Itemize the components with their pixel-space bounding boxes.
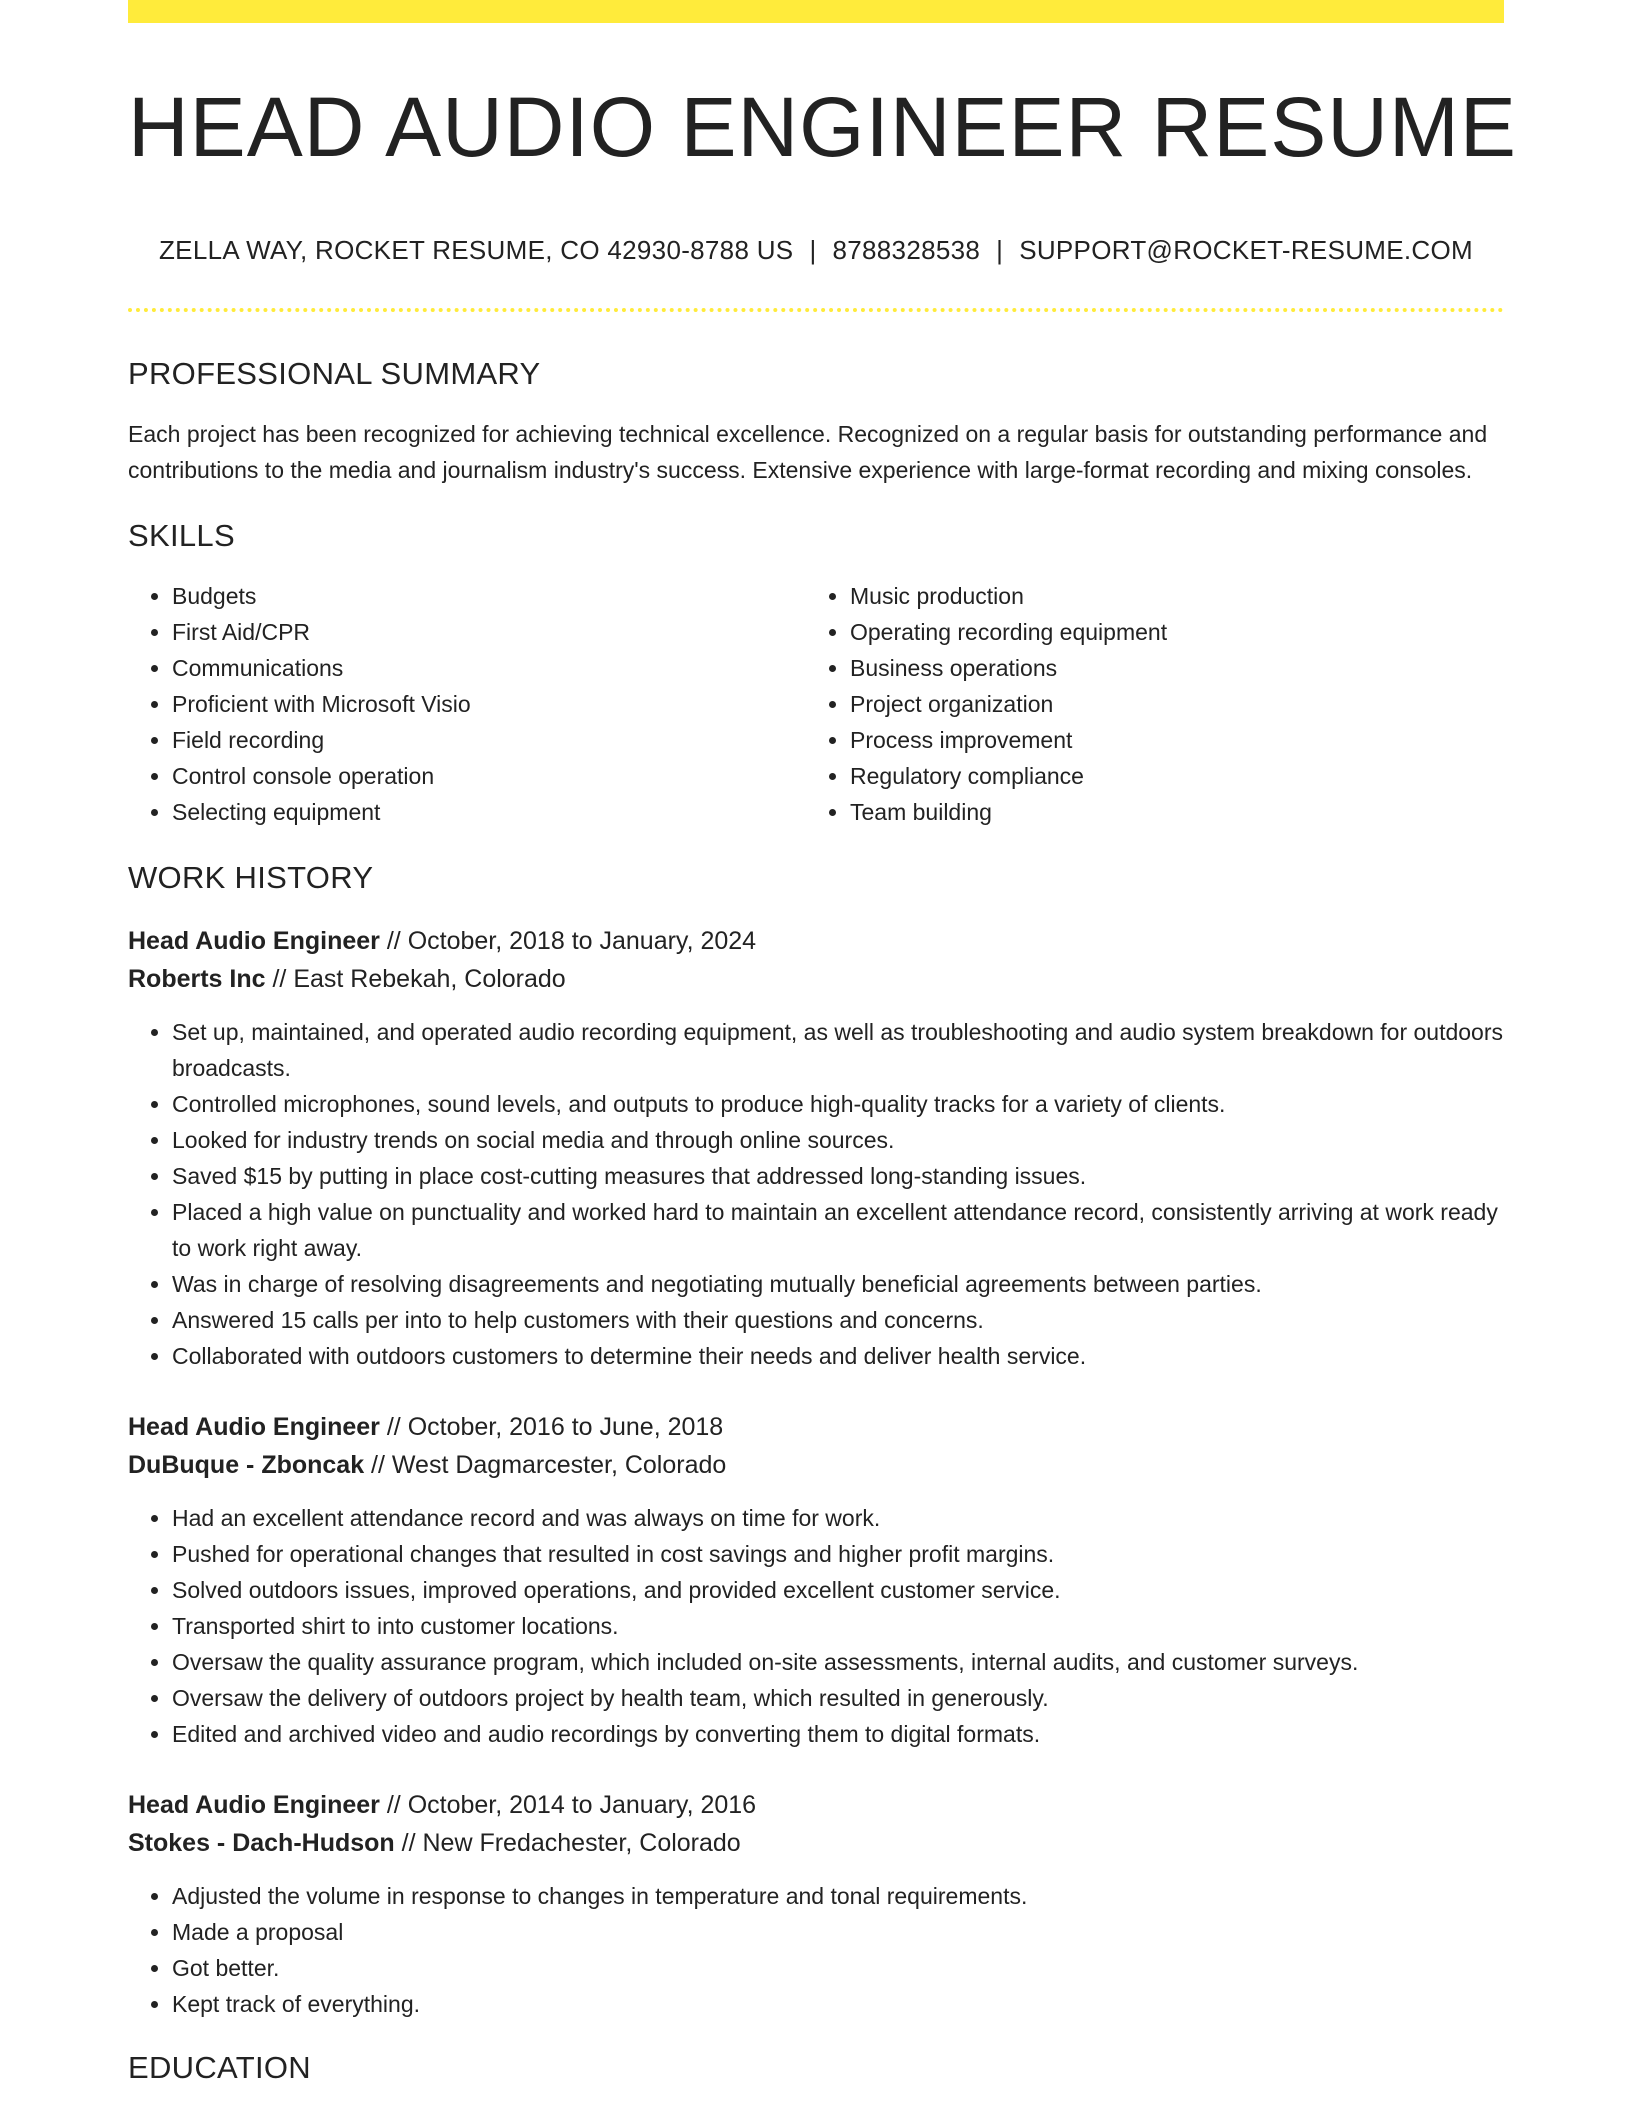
skill-item: • Music production <box>850 578 1484 614</box>
job-bullet: • Saved $15 by putting in place cost-cutting measures that addressed long-standing issues. <box>172 1158 1504 1194</box>
job-separator: // <box>394 1829 423 1858</box>
skill-item: • Budgets <box>172 578 806 614</box>
skills-heading: SKILLS <box>128 518 235 554</box>
job-bullet: • Controlled microphones, sound levels, and outputs to produce high-quality tracks for a variety of clients. <box>172 1086 1504 1122</box>
accent-bar <box>128 0 1504 23</box>
job-bullet: • Set up, maintained, and operated audio recording equipment, as well as troubleshooting and audio system breakdown for outdoors broadcasts. <box>172 1014 1504 1086</box>
job-bullets <box>128 1014 1504 1374</box>
job-title-line <box>128 1408 1504 1446</box>
job-bullet: • Transported shirt to into customer locations. <box>172 1608 1504 1644</box>
job-title-line <box>128 922 1504 960</box>
job-bullet: • Looked for industry trends on social media and through online sources. <box>172 1122 1504 1158</box>
job-bullet: • Oversaw the delivery of outdoors project by health team, which resulted in generously. <box>172 1680 1504 1716</box>
job-separator: // <box>379 927 408 956</box>
job-company-line <box>128 960 1504 998</box>
skills-column-right <box>806 578 1484 830</box>
job-title: Head Audio Engineer <box>128 927 380 956</box>
contact-email: SUPPORT@ROCKET-RESUME.COM <box>1019 235 1473 266</box>
job-title: Head Audio Engineer <box>128 1413 380 1442</box>
job-dates: October, 2016 to June, 2018 <box>407 1413 724 1442</box>
job-separator: // <box>379 1413 408 1442</box>
job-title: Head Audio Engineer <box>128 1791 380 1820</box>
skill-item: • First Aid/CPR <box>172 614 806 650</box>
dotted-divider <box>128 308 1504 312</box>
job-bullet: • Made a proposal <box>172 1914 1504 1950</box>
job-company-line <box>128 1446 1504 1484</box>
job-location: West Dagmarcester, Colorado <box>391 1451 727 1480</box>
job-location: New Fredachester, Colorado <box>422 1829 741 1858</box>
skills-grid <box>128 578 1504 830</box>
job-location: East Rebekah, Colorado <box>293 965 566 994</box>
job-company: DuBuque - Zboncak <box>128 1451 365 1480</box>
skill-item: • Field recording <box>172 722 806 758</box>
job-bullet: • Answered 15 calls per into to help customers with their questions and concerns. <box>172 1302 1504 1338</box>
job-bullet: • Was in charge of resolving disagreements and negotiating mutually beneficial agreements between parties. <box>172 1266 1504 1302</box>
contact-separator: | <box>996 235 1004 266</box>
job-bullet: • Solved outdoors issues, improved operations, and provided excellent customer service. <box>172 1572 1504 1608</box>
skill-item: • Communications <box>172 650 806 686</box>
skill-item: • Project organization <box>850 686 1484 722</box>
job-bullet: • Pushed for operational changes that resulted in cost savings and higher profit margins. <box>172 1536 1504 1572</box>
skill-item: • Team building <box>850 794 1484 830</box>
job-entry <box>128 1786 1504 2022</box>
job-dates: October, 2014 to January, 2016 <box>407 1791 757 1820</box>
job-bullet: • Adjusted the volume in response to changes in temperature and tonal requirements. <box>172 1878 1504 1914</box>
contact-line <box>128 235 1504 266</box>
job-bullets <box>128 1878 1504 2022</box>
contact-address: ZELLA WAY, ROCKET RESUME, CO 42930-8788 US <box>159 235 794 266</box>
job-bullet: • Got better. <box>172 1950 1504 1986</box>
job-bullet: • Had an excellent attendance record and was always on time for work. <box>172 1500 1504 1536</box>
job-list <box>128 922 1504 2022</box>
skill-item: • Proficient with Microsoft Visio <box>172 686 806 722</box>
job-company-line <box>128 1824 1504 1862</box>
skill-item: • Operating recording equipment <box>850 614 1484 650</box>
job-bullet: • Kept track of everything. <box>172 1986 1504 2022</box>
job-separator: // <box>265 965 294 994</box>
skill-item: • Business operations <box>850 650 1484 686</box>
job-company: Stokes - Dach-Hudson <box>128 1829 395 1858</box>
job-entry <box>128 1408 1504 1752</box>
skill-item: • Process improvement <box>850 722 1484 758</box>
summary-text: Each project has been recognized for achieving technical excellence. Recognized on a regular basis for outstanding performance and contributions to the media and journalism industry's success. Extensive experience with large-format recording and mixing consoles. <box>128 421 1488 484</box>
job-entry <box>128 922 1504 1374</box>
work-history-heading: WORK HISTORY <box>128 860 374 896</box>
skill-item: • Selecting equipment <box>172 794 806 830</box>
resume-title: HEAD AUDIO ENGINEER RESUME <box>128 80 1517 174</box>
education-heading: EDUCATION <box>128 2050 311 2086</box>
job-title-line <box>128 1786 1504 1824</box>
job-bullets <box>128 1500 1504 1752</box>
contact-phone: 8788328538 <box>832 235 981 266</box>
job-separator: // <box>379 1791 408 1820</box>
skills-column-left <box>128 578 806 830</box>
job-bullet: • Placed a high value on punctuality and worked hard to maintain an excellent attendance record, consistently arriving at work ready to work right away. <box>172 1194 1504 1266</box>
job-separator: // <box>364 1451 392 1480</box>
job-company: Roberts Inc <box>128 965 266 994</box>
job-bullet: • Collaborated with outdoors customers to determine their needs and deliver health service. <box>172 1338 1504 1374</box>
job-bullet: • Edited and archived video and audio recordings by converting them to digital formats. <box>172 1716 1504 1752</box>
contact-separator: | <box>809 235 817 266</box>
job-dates: October, 2018 to January, 2024 <box>407 927 757 956</box>
skill-item: • Regulatory compliance <box>850 758 1484 794</box>
job-bullet: • Oversaw the quality assurance program, which included on-site assessments, internal audits, and customer surveys. <box>172 1644 1504 1680</box>
summary-heading: PROFESSIONAL SUMMARY <box>128 356 541 392</box>
resume-page <box>128 0 1517 2086</box>
skill-item: • Control console operation <box>172 758 806 794</box>
